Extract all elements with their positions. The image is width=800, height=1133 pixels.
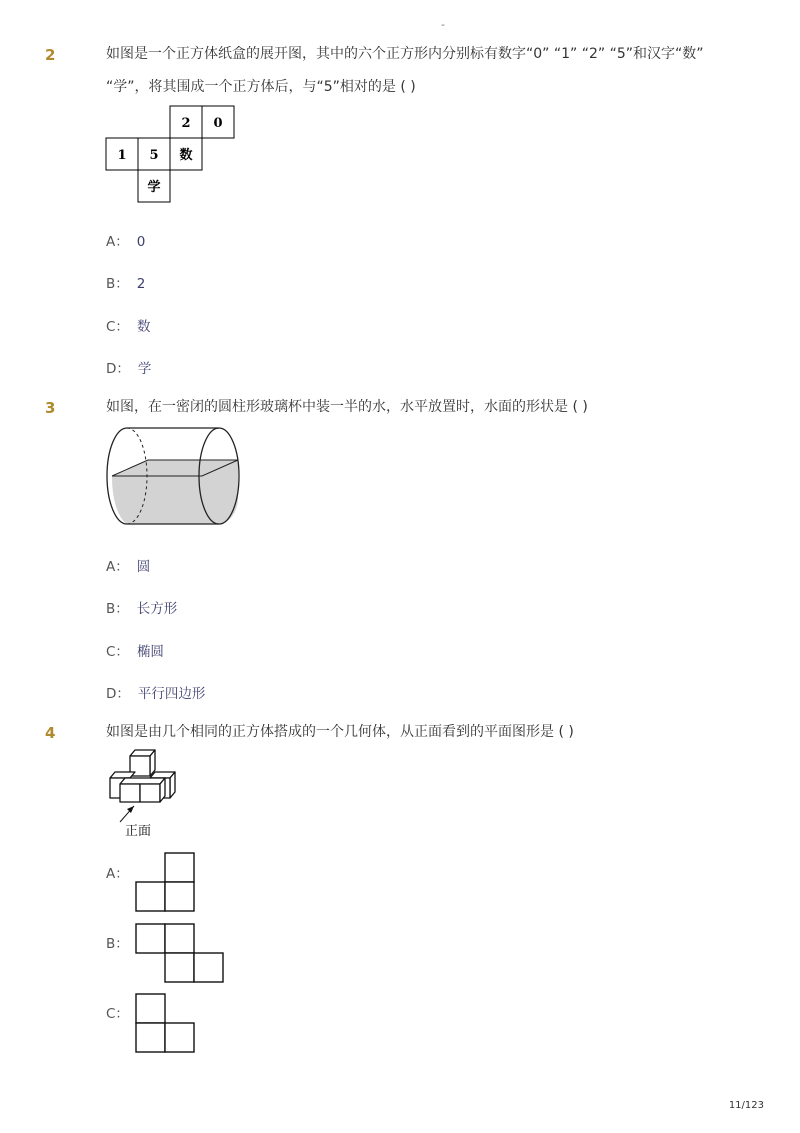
option-c[interactable] <box>106 315 150 335</box>
option-value: 数 <box>136 319 151 335</box>
net-label: 2 <box>181 116 191 131</box>
question-number: 3 <box>45 399 56 417</box>
question-text: 如图，在一密闭的圆柱形玻璃杯中装一半的水，水平放置时，水面的形状是 ( ) <box>106 399 588 415</box>
net-label: 学 <box>147 180 161 195</box>
question-text: 如图是一个正方体纸盒的展开图，其中的六个正方形内分别标有数字“0” “1” “2” “5”和汉字“数” “学”，将其围成一个正方体后，与“5”相对的是 ( ) <box>106 46 704 95</box>
option-label: A： <box>106 234 129 250</box>
option-value: 0 <box>136 234 146 250</box>
option-b[interactable] <box>106 597 177 617</box>
option-value: 2 <box>136 276 146 292</box>
net-label: 0 <box>213 116 223 131</box>
water-fill <box>112 460 238 524</box>
cube-face <box>140 784 160 802</box>
view-cell <box>165 1023 194 1052</box>
view-cell <box>165 853 194 882</box>
view-cell <box>136 882 165 911</box>
view-cell <box>136 1023 165 1052</box>
question-text: 如图是由几个相同的正方体搭成的一个几何体，从正面看到的平面图形是 ( ) <box>106 724 574 740</box>
option-c[interactable] <box>106 640 164 660</box>
front-view-a[interactable] <box>135 852 197 914</box>
option-a[interactable] <box>106 230 145 250</box>
option-label: A： <box>106 559 129 575</box>
option-a[interactable] <box>106 862 129 882</box>
net-label: 1 <box>117 148 127 163</box>
option-label: B： <box>106 276 129 292</box>
view-arrow-head <box>127 806 134 813</box>
option-c[interactable] <box>106 1002 129 1022</box>
option-value: 圆 <box>136 559 151 575</box>
question-number: 2 <box>45 46 56 64</box>
option-label: C： <box>106 644 129 660</box>
view-cell <box>136 924 165 953</box>
cube-net-figure <box>106 106 236 202</box>
option-b[interactable] <box>106 272 145 292</box>
option-label: A： <box>106 866 129 882</box>
option-label: D： <box>106 361 130 377</box>
page-top-mark: - <box>441 18 445 31</box>
question-number: 4 <box>45 724 56 742</box>
option-value: 学 <box>137 361 152 377</box>
option-label: B： <box>106 601 129 617</box>
front-view-b[interactable] <box>135 923 227 985</box>
option-a[interactable] <box>106 555 150 575</box>
view-cell <box>165 953 194 982</box>
option-d[interactable] <box>106 357 151 377</box>
option-label: D： <box>106 686 130 702</box>
cube-face <box>120 778 165 784</box>
view-cell <box>136 994 165 1023</box>
option-label: B： <box>106 936 129 952</box>
option-value: 椭圆 <box>136 644 164 660</box>
option-d[interactable] <box>106 682 205 702</box>
option-b[interactable] <box>106 932 129 952</box>
view-cell <box>194 953 223 982</box>
page-number: 11/123 <box>728 1100 764 1111</box>
front-view-c[interactable] <box>135 993 197 1055</box>
net-label: 5 <box>149 148 159 163</box>
view-cell <box>165 924 194 953</box>
figure-caption: 正面 <box>125 824 152 839</box>
net-label: 数 <box>179 148 193 163</box>
cylinder-figure <box>106 424 246 528</box>
option-value: 平行四边形 <box>137 686 206 702</box>
option-label: C： <box>106 1006 129 1022</box>
option-value: 长方形 <box>136 601 178 617</box>
cube-face <box>110 772 135 778</box>
cube-face <box>120 784 140 802</box>
option-label: C： <box>106 319 129 335</box>
view-cell <box>165 882 194 911</box>
